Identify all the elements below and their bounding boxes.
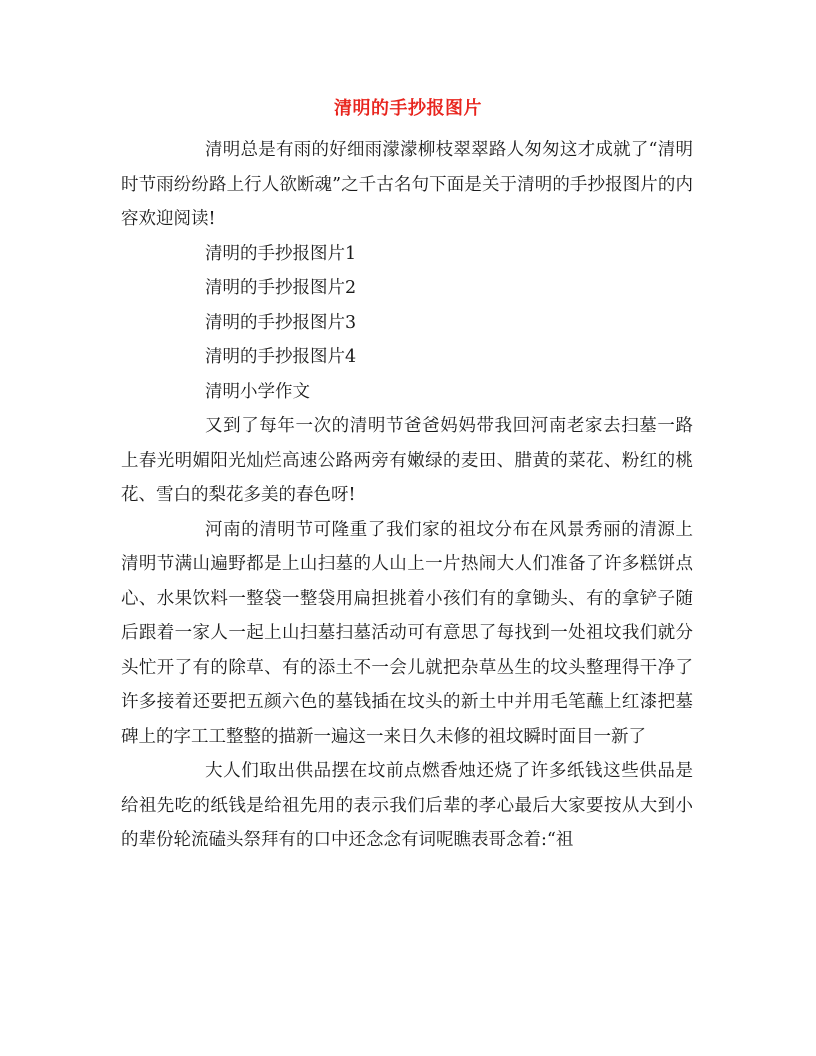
image-item-1: 清明的手抄报图片1	[205, 243, 357, 264]
image-item-4: 清明的手抄报图片4	[205, 347, 357, 367]
intro-paragraph: 清明总是有雨的好细雨濛濛柳枝翠翠路人匆匆这才成就了“清明时节雨纷纷路上行人欲断魂”之千古名句下面是关于清明的手抄报图片的内容欢迎阅读!	[121, 140, 693, 229]
section-heading: 清明小学作文	[205, 381, 310, 402]
image-item-3: 清明的手抄报图片3	[205, 312, 357, 333]
essay-paragraph-3: 大人们取出供品摆在坟前点燃香烛还烧了许多纸钱这些供品是给祖先吃的纸钱是给祖先用的表示我们后辈的孝心最后大家要按从大到小的辈份轮流磕头祭拜有的口中还念念有词呢瞧表哥念着:“祖	[121, 761, 693, 850]
document-body	[121, 133, 693, 858]
image-item-2: 清明的手抄报图片2	[205, 278, 357, 298]
essay-paragraph-2: 河南的清明节可隆重了我们家的祖坟分布在风景秀丽的清源上清明节满山遍野都是上山扫墓的人山上一片热闹大人们准备了许多糕饼点心、水果饮料一整袋一整袋用扁担挑着小孩们有的拿锄头、有的拿铲子随后跟着一家人一起上山扫墓扫墓活动可有意思了每找到一处祖坟我们就分头忙开了有的除草、有的添土不一会儿就把杂草丛生的坟头整理得干净了许多接着还要把五颜六色的墓钱插在坟头的新土中并用毛笔蘸上红漆把墓碑上的字工工整整的描新一遍这一来日久未修的祖坟瞬时面目一新了	[121, 519, 693, 747]
document-title: 清明的手抄报图片	[334, 98, 482, 119]
essay-paragraph-1: 又到了每年一次的清明节爸爸妈妈带我回河南老家去扫墓一路上春光明媚阳光灿烂高速公路两旁有嫩绿的麦田、腊黄的菜花、粉红的桃花、雪白的梨花多美的春色呀!	[121, 416, 693, 505]
